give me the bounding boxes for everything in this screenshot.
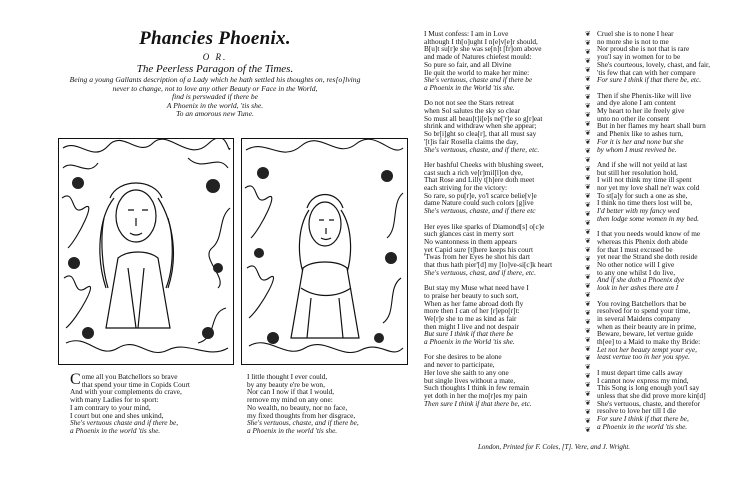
verse-line: I am contrary to your mind, xyxy=(70,402,151,412)
verse-line: So must all beau[t]i[e]s ne['r]e so g[r]eat xyxy=(424,113,543,123)
fleuron-icon: ❦ xyxy=(585,210,591,218)
verse-line: I court but one and shes unkind, xyxy=(70,410,164,420)
verse-line: And with your complements do crave, xyxy=(70,387,182,397)
verse-line: I must depart time calls away xyxy=(597,367,683,377)
verse-line: B[u]t su[r]e she was se[n]t [fr]om above xyxy=(424,44,542,54)
fleuron-icon: ❦ xyxy=(585,66,591,74)
verse-line: Nor proud she is not that is rare xyxy=(597,44,690,54)
verse-line: Come all you Batchellors so brave xyxy=(70,371,178,388)
verse-line: Let not her beauty tempt your eye, xyxy=(597,344,697,354)
verse-line: such glances cast in merry sort xyxy=(424,229,514,239)
verse-line: more then I can of her [r]epo[r]t: xyxy=(424,306,520,316)
fleuron-icon: ❦ xyxy=(585,129,591,137)
fleuron-icon: ❦ xyxy=(585,408,591,416)
title-or: O R. xyxy=(202,52,228,62)
fleuron-icon: ❦ xyxy=(585,48,591,56)
ballad-description xyxy=(60,76,370,119)
verse-line: So pure so fair, and all Divine xyxy=(424,59,512,69)
verse-line: But stay my Muse what need have I xyxy=(424,283,529,293)
verse-line: to any one whilst I do live, xyxy=(597,267,676,277)
verse-line: You roving Batchellors that be xyxy=(597,298,687,308)
verse-line: that spend your time in Copids Court xyxy=(81,379,190,389)
verse-column-1 xyxy=(70,371,190,435)
verse-line: but still her resolution hold, xyxy=(597,167,678,177)
fleuron-icon: ❦ xyxy=(585,246,591,254)
verse-line: When as her fame abroad doth fly xyxy=(424,298,524,308)
verse-line: each striving for the victory: xyxy=(424,183,508,193)
verse-line: Her eyes like sparks of Diamond[s] o[c]e xyxy=(424,221,545,231)
fleuron-icon: ❦ xyxy=(585,336,591,344)
verse-line: So br[i]ght so clea[r], that all must say xyxy=(424,129,537,139)
verse-line: cast such a rich ve[r]mil[l]on dye, xyxy=(424,167,523,177)
verse-line: a Phoenix in the World 'tis she. xyxy=(424,82,515,92)
fleuron-icon: ❦ xyxy=(585,264,591,272)
verse-line: resolve to love her till I die xyxy=(597,406,677,416)
description-line: never to change, not to love any other Beauty or Face in the World, xyxy=(112,83,318,93)
fleuron-icon: ❦ xyxy=(585,192,591,200)
verse-line: yet near the Strand she doth reside xyxy=(597,252,698,262)
verse-line: That Rose and Lilly t[h]ere doth meet xyxy=(424,175,535,185)
verse-line: She's courteous, lovely, chast, and fair, xyxy=(597,59,711,69)
verse-line: a Phoenix in the world 'tis she. xyxy=(247,425,338,435)
fleuron-icon: ❦ xyxy=(585,201,591,209)
verse-line: unto no other ile consent xyxy=(597,113,670,123)
verse-line: nor yet my love shall ne'r wax cold xyxy=(597,183,700,193)
verse-line: dame Nature could such colors [g]ive xyxy=(424,198,534,208)
fleuron-icon: ❦ xyxy=(585,363,591,371)
verse-line: I think no time thers lost will be, xyxy=(597,198,693,208)
verse-line: She's vertuous chaste and if there be, xyxy=(70,418,179,428)
verse-line: For it is her and none but she xyxy=(597,136,684,146)
verse-line: No wealth, no beauty, nor no face, xyxy=(247,402,348,412)
fleuron-icon: ❦ xyxy=(585,84,591,92)
fleuron-icon: ❦ xyxy=(585,426,591,434)
fleuron-icon: ❦ xyxy=(585,381,591,389)
verse-line: least vertue too in her you spye. xyxy=(597,352,691,362)
verse-line: although I th[o]ught I n[e]v[e]r should, xyxy=(424,36,538,46)
verse-line: look in her ashes there am I xyxy=(597,283,679,293)
verse-line: yet Capid sure [t]here keeps his court xyxy=(424,244,534,254)
verse-line: when Sol salutes the sky so clear xyxy=(424,106,521,116)
ballad-title: Phancies Phoenix. xyxy=(139,28,291,49)
verse-line: She's vertuous, chaste and if there be xyxy=(424,75,533,85)
verse-line: to praise her beauty to such sort, xyxy=(424,290,519,300)
fleuron-icon: ❦ xyxy=(585,120,591,128)
verse-line: To st[a]y for such a one as she, xyxy=(597,190,688,200)
woodcut-gentleman xyxy=(58,138,234,365)
fleuron-icon: ❦ xyxy=(585,39,591,47)
verse-line: And if she doth a Phoenix dye xyxy=(597,275,685,285)
verse-line: She's vertuous, chaste, and therefor xyxy=(597,398,701,408)
fleuron-icon: ❦ xyxy=(585,309,591,317)
verse-line: then might I live and not despair xyxy=(424,321,519,331)
verse-line: I that you needs would know of me xyxy=(597,229,701,239)
fleuron-icon: ❦ xyxy=(585,111,591,119)
verse-line: 'Twas from her Eyes he shot his dart xyxy=(424,252,530,262)
verse-line: But sure I think if that there be xyxy=(424,329,514,339)
verse-line: Then if she Phenix-like will live xyxy=(597,90,692,100)
verse-line: She's vertuous, chaste, and if there be, xyxy=(247,418,359,428)
verse-line: in several Maidens company xyxy=(597,313,681,323)
verse-line: when as their beauty are in prime, xyxy=(597,321,697,331)
verse-line: Cruel she is to none I hear xyxy=(597,29,674,38)
woodcut-lady xyxy=(241,138,408,365)
verse-line: remove my mind on any one: xyxy=(247,395,333,405)
verse-line: I little thought I ever could, xyxy=(247,372,328,381)
verse-line: th[ee] to a Maid to make thy Bride: xyxy=(597,337,701,347)
fleuron-icon: ❦ xyxy=(585,165,591,173)
verse-line: for that I must excused be xyxy=(597,244,673,254)
fleuron-icon: ❦ xyxy=(585,417,591,425)
verse-line: Her bashful Cheeks with blushing sweet, xyxy=(424,159,544,169)
verse-line: that thus hath pier'[d] my [lo]ve-si[c]k heart xyxy=(424,260,553,270)
verse-line: I'd better with my fancy wed xyxy=(597,206,680,216)
verse-line: She's vertuous, chaste, and if there etc xyxy=(424,206,536,216)
fleuron-icon: ❦ xyxy=(585,147,591,155)
verse-line: Nor can I now if that I would, xyxy=(247,387,335,397)
verse-line: My heart to her ile freely give xyxy=(597,106,685,116)
verse-column-4 xyxy=(597,30,710,430)
verse-line: Do not not see the Stars retreat xyxy=(424,98,514,108)
fleuron-icon: ❦ xyxy=(585,282,591,290)
verse-line: unless that she did prove more kin[d] xyxy=(597,390,706,400)
verse-line: a Phoenix in the world 'tis she. xyxy=(597,421,688,431)
verse-line: whereas this Phenix doth abide xyxy=(597,236,688,246)
description-line: Being a young Gallants description of a Lady which he hath settled his thoughts on, res[o]lving xyxy=(69,75,361,84)
verse-line: then lodge some women in my bed. xyxy=(597,213,699,223)
fleuron-icon: ❦ xyxy=(585,255,591,263)
verse-line: yet doth in her the mo[r]es my pain xyxy=(424,390,528,400)
verse-line: No wantonness in them appears xyxy=(424,236,517,246)
fleuron-icon: ❦ xyxy=(585,291,591,299)
verse-line: a Phoenix in the World 'tis she. xyxy=(424,337,515,347)
fleuron-icon: ❦ xyxy=(585,300,591,308)
fleuron-icon: ❦ xyxy=(585,327,591,335)
fleuron-icon: ❦ xyxy=(585,156,591,164)
ballad-subtitle: The Peerless Paragon of the Times. xyxy=(136,63,294,75)
verse-column-2 xyxy=(247,373,359,435)
verse-line: with many Ladies for to sport: xyxy=(70,395,159,405)
verse-line: Ile quit the world to make her mine: xyxy=(424,67,530,77)
verse-column-3 xyxy=(424,30,552,407)
verse-line: Beware, beware, let vertue guide xyxy=(597,329,694,339)
verse-line: no more she is not to me xyxy=(597,36,669,46)
verse-line: and dye alone I am content xyxy=(597,98,676,108)
verse-line: Her love she saith to any one xyxy=(424,367,509,377)
fleuron-icon: ❦ xyxy=(585,183,591,191)
verse-line: For sure I think if that there be, etc. xyxy=(597,75,702,85)
fleuron-icon: ❦ xyxy=(585,102,591,110)
verse-line: And if she will not yeild at last xyxy=(597,159,688,169)
verse-line: Then sure I think if that there be, etc. xyxy=(424,398,532,408)
description-line: find is perswaded if there be xyxy=(172,92,258,102)
fleuron-icon: ❦ xyxy=(585,345,591,353)
verse-line: by whom I must revived be. xyxy=(597,144,677,154)
fleuron-icon: ❦ xyxy=(585,174,591,182)
fleuron-icon: ❦ xyxy=(585,228,591,236)
verse-line: So rare, so pu[r]e, yo'l scarce belie[v]e xyxy=(424,190,537,200)
fleuron-icon: ❦ xyxy=(585,30,591,38)
fleuron-icon: ❦ xyxy=(585,93,591,101)
verse-line: you'l say in women for to be xyxy=(597,52,681,62)
verse-line: my fixed thoughts from her disgrace, xyxy=(247,410,356,420)
verse-line: I Must confess: I am in Love xyxy=(424,29,509,38)
verse-line: Such thoughts I think in few remain xyxy=(424,383,529,393)
fleuron-icon: ❦ xyxy=(585,219,591,227)
verse-line: 'tis few that can with her compare xyxy=(597,67,696,77)
verse-line: but single lives without a mate, xyxy=(424,375,516,385)
fleuron-icon: ❦ xyxy=(585,399,591,407)
fleuron-icon: ❦ xyxy=(585,138,591,146)
description-line: A Phoenix in the world, 'tis she. xyxy=(166,100,264,110)
fleuron-icon: ❦ xyxy=(585,237,591,245)
verse-line: and made of Natures chiefest mould: xyxy=(424,52,532,62)
fleuron-icon: ❦ xyxy=(585,57,591,65)
verse-line: But in her flames my heart shall burn xyxy=(597,121,706,131)
verse-line: I cannot now express my mind, xyxy=(597,375,689,385)
verse-line: shrink and withdraw when she appear; xyxy=(424,121,537,131)
verse-line: For she desires to be alone xyxy=(424,352,502,362)
verse-line: and never to participate, xyxy=(424,360,495,370)
verse-line: '[t]is fair Rosella claims the day, xyxy=(424,136,519,146)
drop-cap: C xyxy=(70,371,81,388)
verse-line: She's vertuous, chast, and if there, etc. xyxy=(424,267,536,277)
verse-line: We[r]e she to me as kind as fair xyxy=(424,313,517,323)
verse-line: I will not think my time ill spent xyxy=(597,175,692,185)
verse-line: This Song is long enough you'l say xyxy=(597,383,700,393)
fleuron-icon: ❦ xyxy=(585,372,591,380)
verse-line: by any beauty e're be won, xyxy=(247,379,325,389)
fleuron-icon: ❦ xyxy=(585,75,591,83)
fleuron-icon: ❦ xyxy=(585,273,591,281)
verse-line: For sure I think if that there be, xyxy=(597,414,689,424)
fleuron-icon: ❦ xyxy=(585,354,591,362)
verse-line: and Phenix like to ashes turn, xyxy=(597,129,683,139)
verse-line: No other notice will I give xyxy=(597,260,675,270)
printer-imprint: London, Printed for F. Coles, [T]. Vere, and J. Wright. xyxy=(478,443,631,451)
verse-line: a Phoenix in the world 'tis she. xyxy=(70,425,161,435)
description-line: To an amorous new Tune. xyxy=(176,109,254,119)
verse-line: resolved for to spend your time, xyxy=(597,306,691,316)
verse-line: She's vertuous, chaste, and if there, etc. xyxy=(424,144,540,154)
fleuron-icon: ❦ xyxy=(585,318,591,326)
fleuron-icon: ❦ xyxy=(585,390,591,398)
fleuron-ornament-column xyxy=(585,30,591,435)
